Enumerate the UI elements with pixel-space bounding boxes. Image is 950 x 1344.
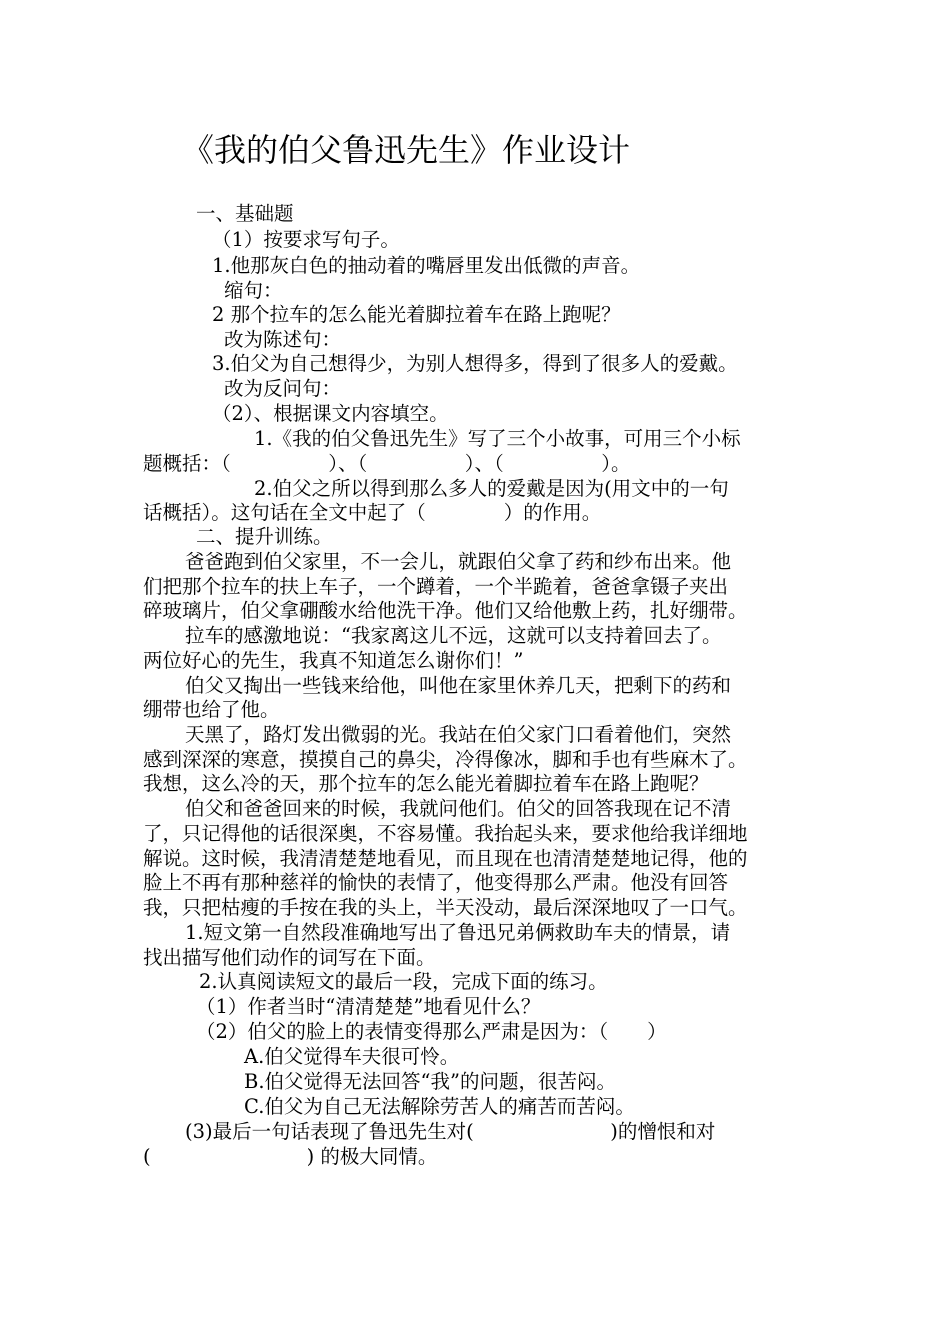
sentence-1-instruction: 缩句： (224, 279, 283, 302)
passage-p5-line-4: 脸上不再有那种慈祥的愉快的表情了，他变得那么严肃。他没有回答 (143, 871, 729, 894)
sentence-2: 2 那个拉车的怎么能光着脚拉着车在路上跑呢？ (212, 303, 621, 326)
passage-p2-line-1: 拉车的感激地说：“我家离这儿不远，这就可以支持着回去了。 (185, 624, 722, 647)
option-c: C.伯父为自己无法解除劳苦人的痛苦而苦闷。 (244, 1095, 635, 1118)
passage-p4-line-2: 感到深深的寒意，摸摸自己的鼻尖，冷得像冰，脚和手也有些麻木了。 (143, 748, 748, 771)
exercise-1-line-2: 找出描写他们动作的词写在下面。 (143, 946, 436, 969)
passage-p3-line-2: 绷带也给了他。 (143, 698, 280, 721)
section-2-heading: 二、提升训练。 (196, 525, 333, 548)
question-1-heading: （1）按要求写句子。 (212, 228, 400, 251)
sentence-1: 1.他那灰白色的抽动着的嘴唇里发出低微的声音。 (212, 254, 641, 277)
exercise-2-q3-line-2: ( ) 的极大同情。 (143, 1145, 438, 1168)
passage-p1-line-2: 们把那个拉车的扶上车子，一个蹲着，一个半跪着，爸爸拿镊子夹出 (143, 575, 729, 598)
passage-p1-line-3: 碎玻璃片，伯父拿硼酸水给他洗干净。他们又给他敷上药，扎好绷带。 (143, 599, 748, 622)
option-b: B.伯父觉得无法回答“我”的问题，很苦闷。 (244, 1070, 616, 1093)
passage-p5-line-3: 解说。这时候，我清清楚楚地看见，而且现在也清清楚楚地记得，他的 (143, 847, 748, 870)
passage-p5-line-2: 了，只记得他的话很深奥，不容易懂。我抬起头来，要求他给我详细地 (143, 822, 748, 845)
passage-p4-line-3: 我想，这么冷的天，那个拉车的怎么能光着脚拉着车在路上跑呢？ (143, 772, 709, 795)
sentence-2-instruction: 改为陈述句： (224, 328, 342, 351)
fill-blank-1-line-2: 题概括：（ ）、（ ）、（ ）。 (143, 452, 631, 475)
fill-blank-1-line-1: 1.《我的伯父鲁迅先生》写了三个小故事，可用三个小标 (254, 427, 741, 450)
passage-p3-line-1: 伯父又掏出一些钱来给他，叫他在家里休养几天，把剩下的药和 (185, 674, 732, 697)
sentence-3-instruction: 改为反问句： (224, 377, 342, 400)
passage-p4-line-1: 天黑了，路灯发出微弱的光。我站在伯父家门口看着他们，突然 (185, 723, 732, 746)
sentence-3: 3.伯父为自己想得少，为别人想得多，得到了很多人的爱戴。 (212, 352, 738, 375)
exercise-1-line-1: 1.短文第一自然段准确地写出了鲁迅兄弟俩救助车夫的情景，请 (185, 921, 731, 944)
passage-p2-line-2: 两位好心的先生，我真不知道怎么谢你们！” (143, 649, 524, 672)
option-a: A.伯父觉得车夫很可怜。 (244, 1045, 460, 1068)
passage-p1-line-1: 爸爸跑到伯父家里，不一会儿，就跟伯父拿了药和纱布出来。他 (185, 550, 732, 573)
question-2-heading: （2）、根据课文内容填空。 (212, 402, 449, 425)
document-title: 《我的伯父鲁迅先生》作业设计 (182, 131, 631, 169)
exercise-2-q3-line-1: (3)最后一句话表现了鲁迅先生对( )的憎恨和对 (185, 1120, 716, 1143)
passage-p5-line-5: 我，只把枯瘦的手按在我的头上，半天没动，最后深深地叹了一口气。 (143, 896, 748, 919)
fill-blank-2-line-1: 2.伯父之所以得到那么多人的爱戴是因为(用文中的一句 (254, 477, 729, 500)
exercise-2-q2: （2）伯父的脸上的表情变得那么严肃是因为：（ ） (196, 1020, 667, 1043)
section-1-heading: 一、基础题 (196, 202, 294, 225)
passage-p5-line-1: 伯父和爸爸回来的时候，我就问他们。伯父的回答我现在记不清 (185, 797, 732, 820)
exercise-2-heading: 2.认真阅读短文的最后一段，完成下面的练习。 (199, 970, 608, 993)
fill-blank-2-line-2: 话概括）。这句话在全文中起了（ ）的作用。 (143, 501, 602, 524)
exercise-2-q1: （1）作者当时“清清楚楚”地看见什么？ (196, 995, 541, 1018)
